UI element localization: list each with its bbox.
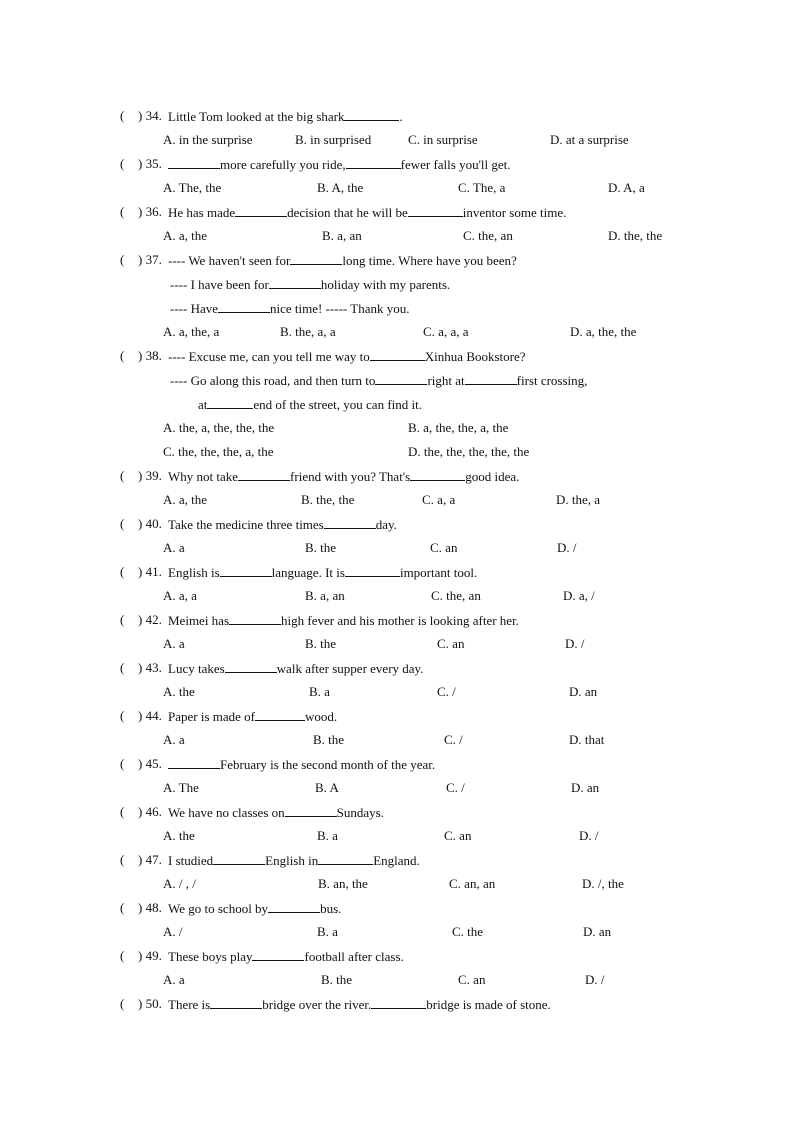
question-number: ) 43.	[138, 660, 162, 675]
question-continuation	[0, 300, 794, 316]
answer-option[interactable]: A. a, a	[163, 588, 197, 603]
answer-option[interactable]: A. a	[163, 636, 185, 651]
question-body	[168, 564, 477, 581]
answer-bracket[interactable]: (	[120, 948, 125, 963]
answer-option[interactable]: A. a, the, a	[163, 324, 220, 339]
answer-option[interactable]: B. A	[315, 780, 339, 795]
question-row	[0, 468, 794, 484]
question-text: Xinhua Bookstore?	[424, 349, 526, 364]
answer-bracket[interactable]: (	[120, 612, 125, 627]
question-text: ---- Go along this road, and then turn to	[170, 373, 376, 388]
question-body	[168, 108, 403, 125]
question-body	[168, 252, 517, 269]
question-number: ) 45.	[138, 756, 162, 771]
question-continuation	[0, 396, 794, 412]
answer-bracket[interactable]: (	[120, 204, 125, 219]
answer-option[interactable]: D. /	[585, 972, 605, 987]
answer-blank[interactable]	[465, 372, 517, 385]
options-row	[0, 828, 794, 844]
answer-option[interactable]: C. an	[444, 828, 472, 843]
answer-blank[interactable]	[408, 204, 463, 217]
question-text: bridge is made of stone.	[426, 997, 551, 1012]
question-number: ) 34.	[138, 108, 162, 123]
answer-blank[interactable]	[168, 756, 220, 769]
answer-bracket[interactable]: (	[120, 468, 125, 483]
answer-option[interactable]: A. /	[163, 924, 183, 939]
answer-option[interactable]: A. the	[163, 684, 195, 699]
question-number: ) 49.	[138, 948, 162, 963]
question-body	[168, 612, 519, 629]
options-row	[0, 492, 794, 508]
question-text: holiday with my parents.	[320, 277, 451, 292]
answer-blank[interactable]	[345, 564, 400, 577]
answer-option[interactable]: D. the, the, the, the, the	[408, 444, 530, 459]
answer-option[interactable]: C. an	[458, 972, 486, 987]
question-text: Sundays.	[336, 805, 384, 820]
question-body	[170, 300, 409, 317]
question-text: These boys play	[168, 949, 253, 964]
question-row	[0, 660, 794, 676]
question-text: English in	[265, 853, 319, 868]
answer-option[interactable]: D. an	[569, 684, 598, 699]
question-number: ) 35.	[138, 156, 162, 171]
answer-bracket[interactable]: (	[120, 108, 125, 123]
question-text: bridge over the river.	[262, 997, 372, 1012]
question-text: Why not take	[168, 469, 239, 484]
answer-option[interactable]: D. a, /	[563, 588, 595, 603]
question-text: .	[399, 109, 403, 124]
answer-blank[interactable]	[371, 996, 426, 1009]
question-text: February is the second month of the year.	[220, 757, 436, 772]
question-text: Take the medicine three times	[168, 517, 324, 532]
answer-option[interactable]: B. an, the	[318, 876, 368, 891]
answer-blank[interactable]	[210, 996, 262, 1009]
answer-option[interactable]: C. an	[437, 636, 465, 651]
question-body	[168, 852, 420, 869]
answer-option[interactable]: B. a, the, the, a, the	[408, 420, 509, 435]
question-text: He has made	[168, 205, 236, 220]
answer-option[interactable]: B. the	[321, 972, 353, 987]
question-text: day.	[375, 517, 397, 532]
answer-option[interactable]: A. / , /	[163, 876, 196, 891]
answer-bracket[interactable]: (	[120, 564, 125, 579]
question-body	[198, 396, 422, 413]
question-text: We have no classes on	[168, 805, 285, 820]
answer-option[interactable]: C. the	[452, 924, 484, 939]
options-row	[0, 588, 794, 604]
answer-blank[interactable]	[268, 900, 320, 913]
answer-option[interactable]: C. in surprise	[408, 132, 478, 147]
answer-option[interactable]: D. a, the, the	[570, 324, 637, 339]
answer-option[interactable]: D. /	[557, 540, 577, 555]
question-body	[168, 948, 404, 965]
answer-option[interactable]: D. /	[579, 828, 599, 843]
question-number: ) 42.	[138, 612, 162, 627]
answer-option[interactable]: D. /, the	[582, 876, 624, 891]
answer-option[interactable]: B. a	[317, 828, 338, 843]
question-text: bus.	[320, 901, 342, 916]
question-continuation	[0, 276, 794, 292]
question-text: There is	[168, 997, 211, 1012]
options-row	[0, 924, 794, 940]
question-number: ) 44.	[138, 708, 162, 723]
answer-option[interactable]: D. at a surprise	[550, 132, 629, 147]
answer-option[interactable]: A. the	[163, 828, 195, 843]
question-text: end of the street, you can find it.	[253, 397, 422, 412]
question-row	[0, 516, 794, 532]
question-text: wood.	[305, 709, 338, 724]
options-row	[0, 684, 794, 700]
question-text: long time. Where have you been?	[342, 253, 517, 268]
answer-bracket[interactable]: (	[120, 852, 125, 867]
question-number: ) 40.	[138, 516, 162, 531]
answer-option[interactable]: B. the, the	[301, 492, 355, 507]
answer-blank[interactable]	[252, 948, 304, 961]
answer-option[interactable]: B. the, a, a	[280, 324, 336, 339]
answer-blank[interactable]	[168, 156, 220, 169]
question-body	[168, 660, 423, 677]
options-row	[0, 228, 794, 244]
question-row	[0, 804, 794, 820]
question-text: important tool.	[399, 565, 478, 580]
answer-option[interactable]: A. a	[163, 732, 185, 747]
answer-option[interactable]: B. a, an	[322, 228, 362, 243]
question-row	[0, 348, 794, 364]
answer-blank[interactable]	[235, 204, 287, 217]
answer-option[interactable]: C. an, an	[449, 876, 496, 891]
options-row	[0, 324, 794, 340]
answer-bracket[interactable]: (	[120, 516, 125, 531]
answer-option[interactable]: B. a	[317, 924, 338, 939]
question-text: more carefully you ride,	[220, 157, 346, 172]
question-row	[0, 204, 794, 220]
answer-option[interactable]: D. /	[565, 636, 585, 651]
question-body	[168, 516, 397, 533]
question-text: decision that he will be	[287, 205, 408, 220]
options-row	[0, 732, 794, 748]
question-body	[170, 372, 587, 389]
answer-option[interactable]: C. The, a	[458, 180, 506, 195]
question-body	[168, 804, 384, 821]
question-number: ) 39.	[138, 468, 162, 483]
answer-option[interactable]: C. the, an	[431, 588, 481, 603]
question-number: ) 41.	[138, 564, 162, 579]
answer-option[interactable]: C. the, the, the, a, the	[163, 444, 274, 459]
question-text: Little Tom looked at the big shark	[168, 109, 345, 124]
question-text: football after class.	[304, 949, 404, 964]
question-row	[0, 108, 794, 124]
answer-bracket[interactable]: (	[120, 756, 125, 771]
question-text: walk after supper every day.	[276, 661, 424, 676]
answer-blank[interactable]	[318, 852, 373, 865]
answer-blank[interactable]	[285, 804, 337, 817]
question-row	[0, 852, 794, 868]
options-row	[0, 420, 794, 436]
answer-bracket[interactable]: (	[120, 348, 125, 363]
answer-bracket[interactable]: (	[120, 660, 125, 675]
question-number: ) 46.	[138, 804, 162, 819]
answer-blank[interactable]	[255, 708, 305, 721]
answer-option[interactable]: B. a, an	[305, 588, 345, 603]
options-row	[0, 132, 794, 148]
question-text: We go to school by	[168, 901, 269, 916]
question-text: language. It is	[271, 565, 345, 580]
answer-option[interactable]: B. the	[313, 732, 345, 747]
question-body	[168, 756, 435, 773]
question-row	[0, 756, 794, 772]
question-row	[0, 252, 794, 268]
answer-blank[interactable]	[220, 564, 272, 577]
answer-option[interactable]: C. a, a, a	[423, 324, 469, 339]
question-number: ) 50.	[138, 996, 162, 1011]
answer-blank[interactable]	[218, 300, 270, 313]
answer-bracket[interactable]: (	[120, 804, 125, 819]
answer-option[interactable]: A. a, the	[163, 228, 208, 243]
answer-blank[interactable]	[238, 468, 290, 481]
answer-option[interactable]: D. an	[571, 780, 600, 795]
answer-blank[interactable]	[370, 348, 425, 361]
answer-blank[interactable]	[375, 372, 427, 385]
question-body	[168, 348, 526, 365]
answer-option[interactable]: D. an	[583, 924, 612, 939]
question-number: ) 47.	[138, 852, 162, 867]
answer-bracket[interactable]: (	[120, 156, 125, 171]
question-text: ---- Have	[170, 301, 218, 316]
question-body	[168, 708, 337, 725]
answer-option[interactable]: A. The, the	[163, 180, 222, 195]
answer-option[interactable]: B. a	[309, 684, 330, 699]
question-text: ---- Excuse me, can you tell me way to	[168, 349, 370, 364]
question-text: good idea.	[465, 469, 520, 484]
answer-bracket[interactable]: (	[120, 996, 125, 1011]
answer-option[interactable]: D. A, a	[608, 180, 645, 195]
answer-blank[interactable]	[346, 156, 401, 169]
question-text: Paper is made of	[168, 709, 256, 724]
question-text: English is	[168, 565, 220, 580]
question-row	[0, 996, 794, 1012]
answer-option[interactable]: B. in surprised	[295, 132, 372, 147]
question-row	[0, 948, 794, 964]
question-text: ---- We haven't seen for	[168, 253, 291, 268]
answer-option[interactable]: C. an	[430, 540, 458, 555]
question-text: friend with you? That's	[290, 469, 411, 484]
answer-blank[interactable]	[229, 612, 281, 625]
answer-blank[interactable]	[324, 516, 376, 529]
question-text: at	[198, 397, 208, 412]
answer-option[interactable]: A. The	[163, 780, 199, 795]
question-row	[0, 708, 794, 724]
question-number: ) 37.	[138, 252, 162, 267]
question-text: England.	[373, 853, 420, 868]
options-row	[0, 876, 794, 892]
options-row	[0, 780, 794, 796]
answer-blank[interactable]	[290, 252, 342, 265]
answer-option[interactable]: A. a	[163, 972, 185, 987]
question-number: ) 38.	[138, 348, 162, 363]
question-row	[0, 564, 794, 580]
answer-blank[interactable]	[207, 396, 253, 409]
answer-bracket[interactable]: (	[120, 252, 125, 267]
question-body	[168, 900, 341, 917]
question-row	[0, 900, 794, 916]
answer-bracket[interactable]: (	[120, 708, 125, 723]
question-text: first crossing,	[516, 373, 588, 388]
answer-blank[interactable]	[344, 108, 399, 121]
answer-option[interactable]: A. a, the	[163, 492, 208, 507]
answer-option[interactable]: D. the, the	[608, 228, 663, 243]
answer-option[interactable]: C. the, an	[463, 228, 513, 243]
answer-option[interactable]: B. A, the	[317, 180, 364, 195]
answer-option[interactable]: A. a	[163, 540, 185, 555]
question-text: ---- I have been for	[170, 277, 269, 292]
options-row	[0, 972, 794, 988]
answer-option[interactable]: A. the, a, the, the, the	[163, 420, 275, 435]
answer-option[interactable]: D. that	[569, 732, 605, 747]
question-body	[168, 996, 551, 1013]
options-row	[0, 636, 794, 652]
answer-blank[interactable]	[213, 852, 265, 865]
answer-option[interactable]: C. /	[446, 780, 465, 795]
question-text: right at	[427, 373, 465, 388]
question-number: ) 36.	[138, 204, 162, 219]
answer-option[interactable]: B. the	[305, 636, 337, 651]
question-text: inventor some time.	[462, 205, 567, 220]
question-text: fewer falls you'll get.	[400, 157, 511, 172]
question-text: high fever and his mother is looking after her.	[281, 613, 519, 628]
options-row	[0, 444, 794, 460]
question-continuation	[0, 372, 794, 388]
answer-option[interactable]: B. the	[305, 540, 337, 555]
question-text: Lucy takes	[168, 661, 225, 676]
answer-option[interactable]: C. /	[444, 732, 463, 747]
answer-blank[interactable]	[225, 660, 277, 673]
question-text: nice time! ----- Thank you.	[270, 301, 410, 316]
question-number: ) 48.	[138, 900, 162, 915]
answer-option[interactable]: C. /	[437, 684, 456, 699]
answer-bracket[interactable]: (	[120, 900, 125, 915]
question-body	[168, 204, 566, 221]
question-body	[170, 276, 450, 293]
answer-blank[interactable]	[269, 276, 321, 289]
question-row	[0, 156, 794, 172]
answer-blank[interactable]	[410, 468, 465, 481]
question-row	[0, 612, 794, 628]
question-text: Meimei has	[168, 613, 230, 628]
answer-option[interactable]: C. a, a	[422, 492, 456, 507]
question-text: I studied	[168, 853, 214, 868]
question-body	[168, 468, 519, 485]
options-row	[0, 180, 794, 196]
answer-option[interactable]: D. the, a	[556, 492, 601, 507]
question-body	[168, 156, 511, 173]
answer-option[interactable]: A. in the surprise	[163, 132, 253, 147]
options-row	[0, 540, 794, 556]
